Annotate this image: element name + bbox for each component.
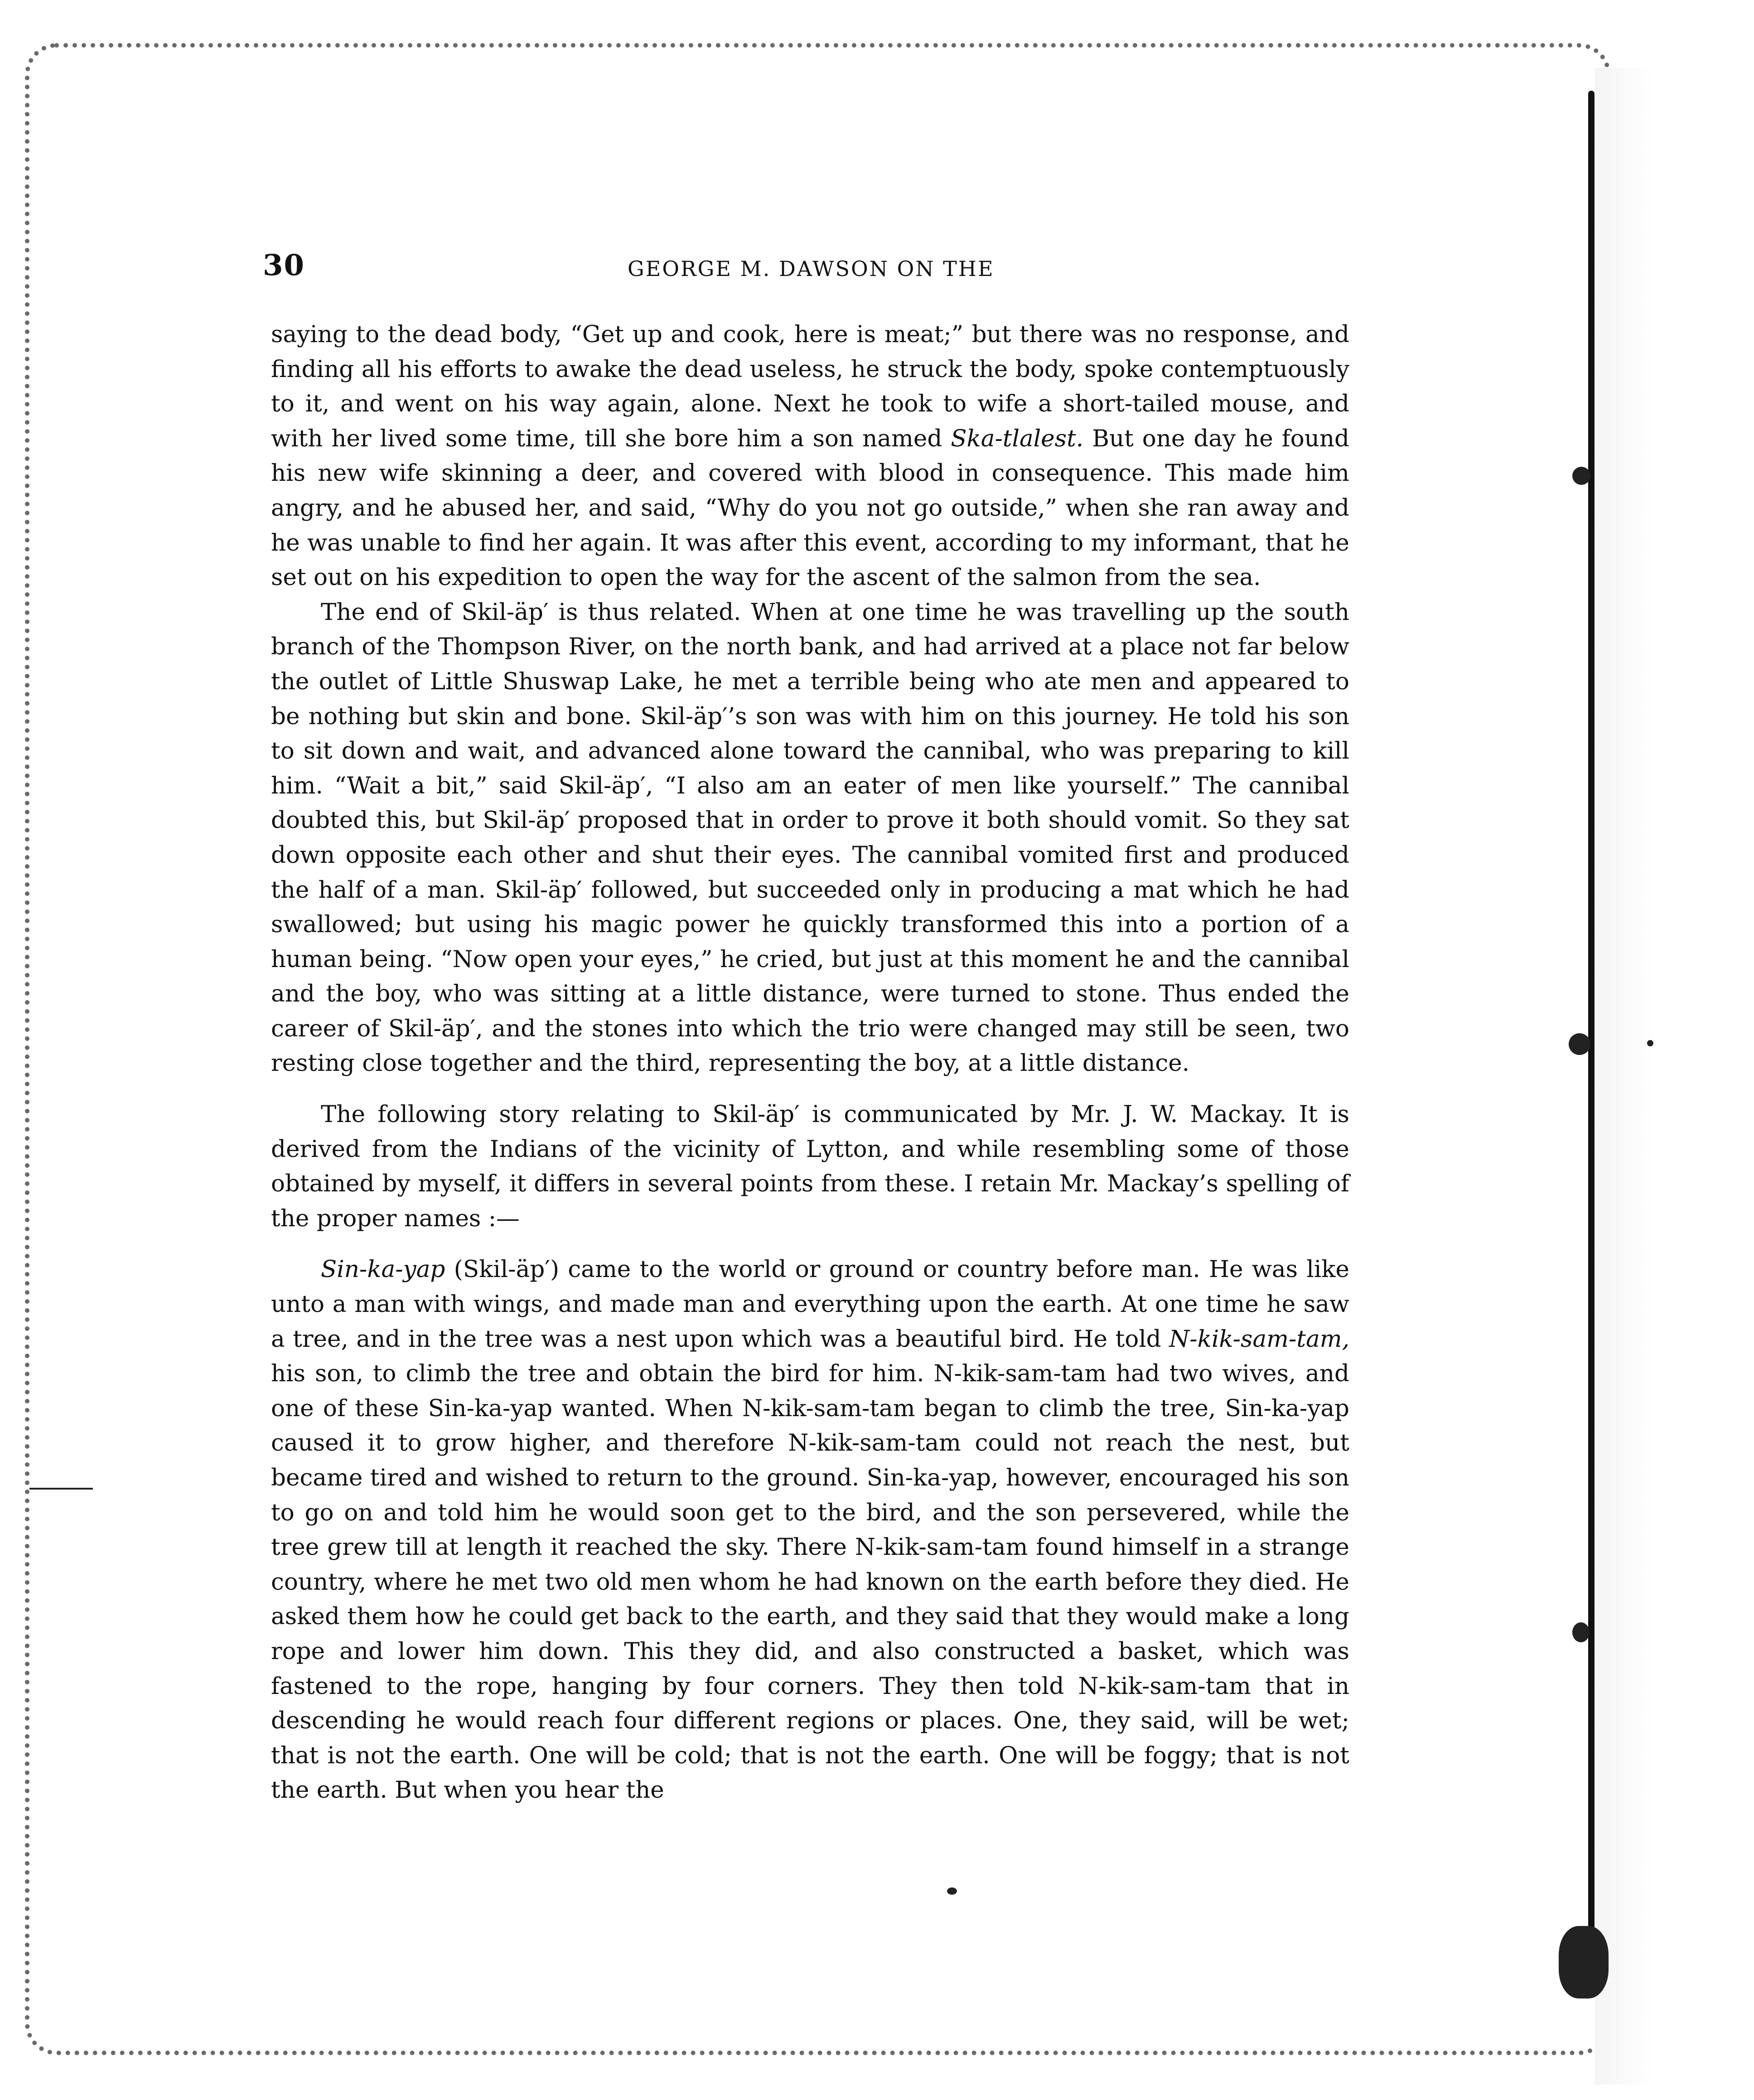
- page-header: [263, 248, 1359, 289]
- margin-rule: [29, 1488, 93, 1490]
- paragraph-1-rest: But one day he found his new wife skinning a deer, and covered with blood in consequence. This made him angry, and he abused her, and said, “Why do you not go outside,” when she ran away and he was unable to find her again. It was after this event, according to my informant, that he set out on his expedition to open the way for the ascent of the salmon from the sea.: [271, 425, 1350, 591]
- ink-blot: [1559, 1926, 1609, 1998]
- ink-blot: [1647, 1040, 1653, 1046]
- paragraph-1-text: saying to the dead body, “Get up and cook, here is meat;” but there was no response, and finding all his efforts to awake the dead useless, he struck the body, spoke contemptuously to it, and went on his way again, alone. Next he took to wife a short-tailed mouse, and with her lived some time, till she bore him a son named: [271, 321, 1349, 452]
- ink-blot: [1572, 467, 1590, 485]
- paragraph-4: [271, 1252, 1349, 1808]
- ink-blot: [1569, 1033, 1590, 1055]
- paragraph-2: The end of Skil-äp′ is thus related. When at one time he was travelling up the south branch of the Thompson River, on the north bank, and had arrived at a place not far below the outlet of Little Shuswap Lake, he met a terrible being who ate men and appeared to be nothing but skin and bone. Skil-äp′’s son was with him on this journey. He told his son to sit down and wait, and advanced alone toward the cannibal, who was preparing to kill him. “Wait a bit,” said Skil-äp′, “I also am an eater of men like yourself.” The cannibal doubted this, but Skil-äp′ proposed that in order to prove it both should vomit. So they sat down opposite each other and shut their eyes. The cannibal vomited first and produced the half of a man. Skil-äp′ followed, but succeeded only in producing a mat which he had swallowed; but using his magic power he quickly transformed this into a portion of a human being. “Now open your eyes,” he cried, but just at this moment he and the cannibal and the boy, who was sitting at a little distance, were turned to stone. Thus ended the career of Skil-äp′, and the stones into which the trio were changed may still be seen, two resting close together and the third, representing the boy, at a little distance.: [271, 598, 1349, 1077]
- running-head: GEORGE M. DAWSON ON THE: [628, 256, 995, 281]
- paragraph-4-text-a: (Skil-äp′) came to the world or ground or country before man. He was like unto a man with wings, and made man and everything upon the earth. At one time he saw a tree, and in the tree was a nest upon which was a beautiful bird. He told: [271, 1256, 1349, 1353]
- paragraph-3: The following story relating to Skil-äp′ is communicated by Mr. J. W. Mackay. It is derived from the Indians of the vicinity of Lytton, and while resembling some of those obtained by myself, it differs in several points from these. I retain Mr. Mackay’s spelling of the proper names :—: [271, 1101, 1349, 1232]
- paragraph-1: [271, 317, 1349, 595]
- body-text: [271, 317, 1349, 1808]
- ink-blot: [1572, 1622, 1590, 1642]
- italic-name-n-kik-sam-tam: N-kik-sam-tam,: [1169, 1325, 1349, 1353]
- binding-shadow: [1595, 68, 1740, 2085]
- paragraph-4-text-b: his son, to climb the tree and obtain the bird for him. N-kik-sam-tam had two wives, and one of these Sin-ka-yap wanted. When N-kik-sam-tam began to climb the tree, Sin-ka-yap caused it to grow higher, and therefore N-kik-sam-tam could not reach the nest, but became tired and wished to return to the ground. Sin-ka-yap, however, encouraged his son to go on and told him he would soon get to the bird, and the son persevered, while the tree grew till at length it reached the sky. There N-kik-sam-tam found himself in a strange country, where he met two old men whom he had known on the earth before they died. He asked them how he could get back to the earth, and they said that they would make a long rope and lower him down. This they did, and also constructed a basket, which was fastened to the rope, hanging by four corners. They then told N-kik-sam-tam that in descending he would reach four different regions or places. One, they said, will be wet; that is not the earth. One will be cold; that is not the earth. One will be foggy; that is not the earth. But when you hear the: [271, 1360, 1349, 1804]
- italic-name-ska-tlalest: Ska-tlalest.: [951, 425, 1084, 452]
- italic-name-sin-ka-yap: Sin-ka-yap: [321, 1256, 445, 1283]
- page-number: 30: [263, 248, 305, 282]
- ink-blot: [947, 1887, 957, 1895]
